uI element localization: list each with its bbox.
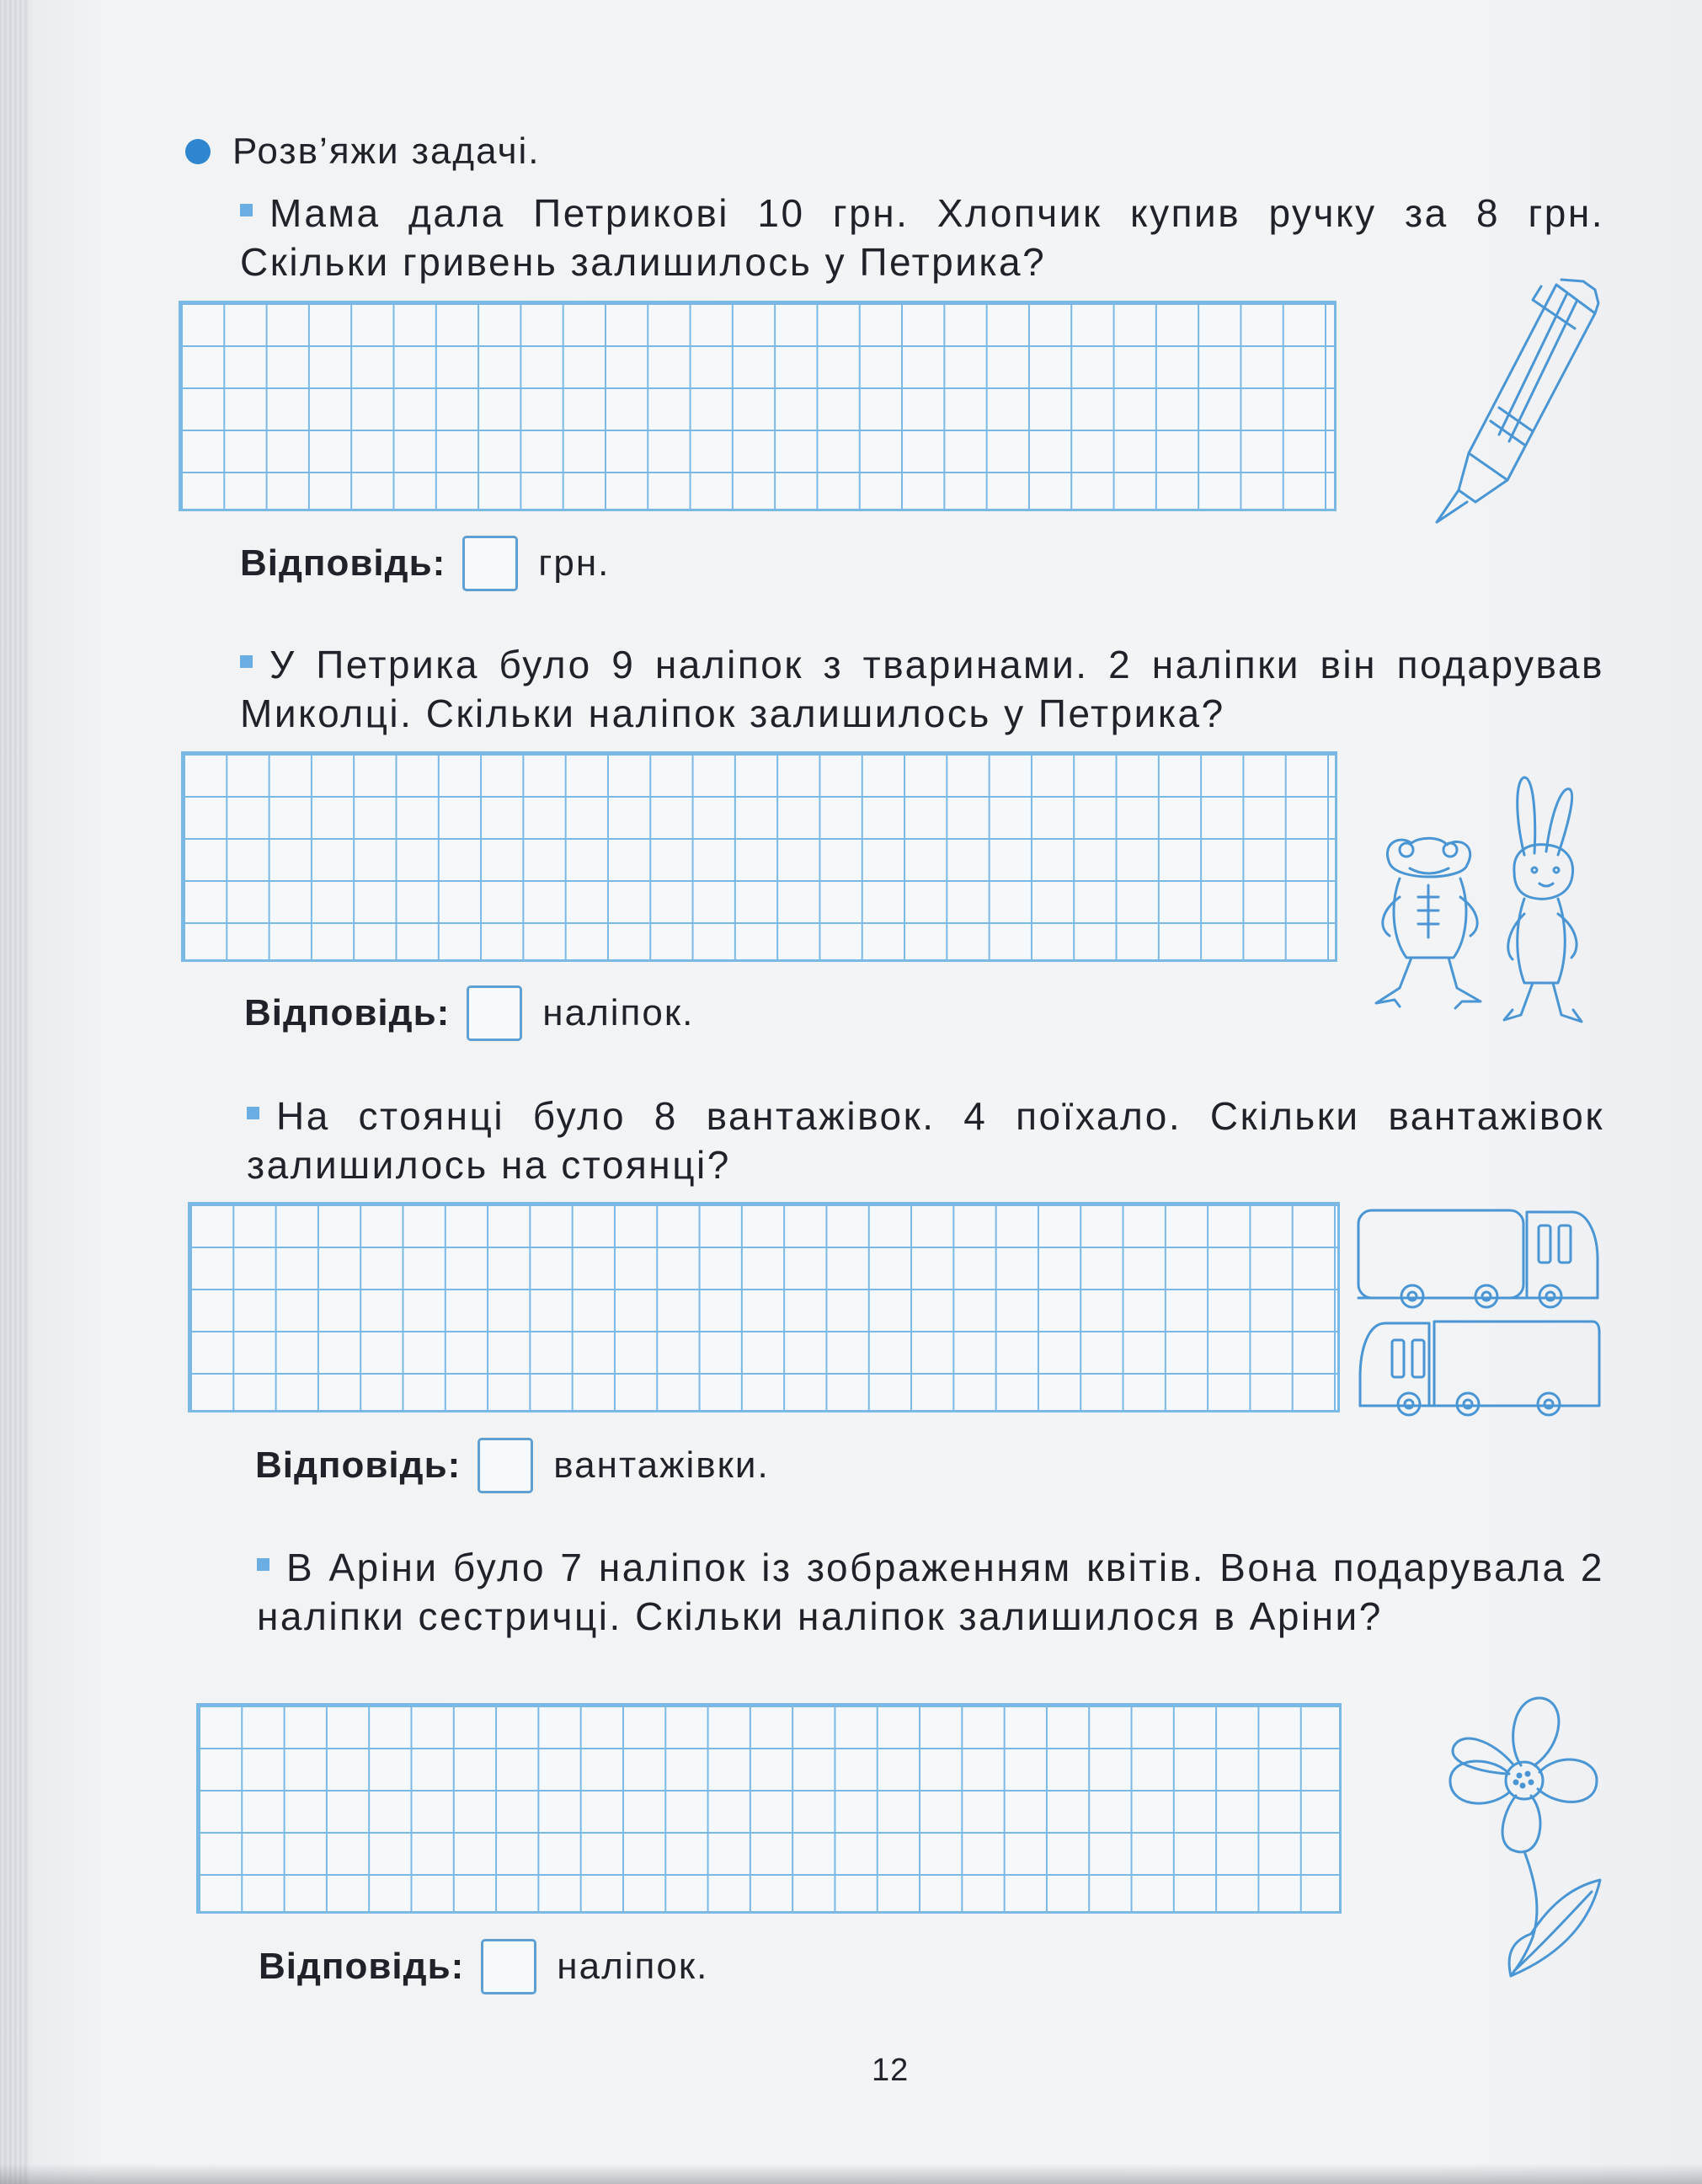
- page-number: 12: [872, 2053, 910, 2088]
- answer-unit: вантажівки.: [553, 1444, 770, 1486]
- answer-unit: наліпок.: [557, 1946, 709, 1987]
- task-1-answer-grid[interactable]: [179, 301, 1337, 511]
- page-edge: [0, 0, 29, 2184]
- flower-icon: [1432, 1685, 1609, 1988]
- answer-label: Відповідь:: [255, 1444, 462, 1486]
- task-2-answer-grid[interactable]: [181, 751, 1337, 962]
- task-1-text: Мама дала Петрикові 10 грн. Хлопчик купив ручку за 8 грн. Скільки гривень залишилось у Петрика?: [240, 191, 1604, 284]
- pen-icon: [1415, 270, 1617, 531]
- trucks-icon: [1352, 1200, 1604, 1428]
- task-3-answer: [255, 1438, 770, 1493]
- square-bullet-icon: [247, 1107, 259, 1119]
- answer-box[interactable]: [467, 985, 522, 1041]
- answer-box[interactable]: [462, 536, 518, 591]
- answer-unit: грн.: [538, 542, 611, 584]
- exercise-heading: [185, 131, 541, 173]
- page-bottom-shadow: [0, 2164, 1702, 2184]
- square-bullet-icon: [240, 204, 253, 216]
- task-4-answer: [259, 1939, 708, 1994]
- answer-box[interactable]: [481, 1939, 536, 1994]
- square-bullet-icon: [240, 655, 253, 668]
- square-bullet-icon: [257, 1558, 269, 1571]
- task-2-text: У Петрика було 9 наліпок з тваринами. 2 наліпки він подарував Миколці. Скільки наліпок залишилось у Петрика?: [240, 643, 1604, 735]
- answer-label: Відповідь:: [259, 1946, 465, 1987]
- task-1-answer: [240, 536, 610, 591]
- task-4-answer-grid[interactable]: [196, 1703, 1342, 1914]
- heading-text: Розв’яжи задачі.: [232, 131, 541, 172]
- answer-box[interactable]: [478, 1438, 533, 1493]
- answer-label: Відповідь:: [244, 992, 451, 1033]
- answer-label: Відповідь:: [240, 542, 446, 584]
- blue-dot-bullet-icon: [185, 139, 211, 164]
- answer-unit: наліпок.: [542, 992, 695, 1033]
- task-2-answer: [244, 985, 694, 1041]
- task-3-answer-grid[interactable]: [188, 1202, 1340, 1412]
- task-4-text: В Аріни було 7 наліпок із зображенням квітів. Вона подарувала 2 наліпки сестричці. Скільки наліпок залишилося в Аріни?: [257, 1546, 1604, 1638]
- frog-and-hare-icon: [1356, 762, 1609, 1032]
- task-3-text: На стоянці було 8 вантажівок. 4 поїхало. Скільки вантажівок залишилось на стоянці?: [247, 1094, 1604, 1187]
